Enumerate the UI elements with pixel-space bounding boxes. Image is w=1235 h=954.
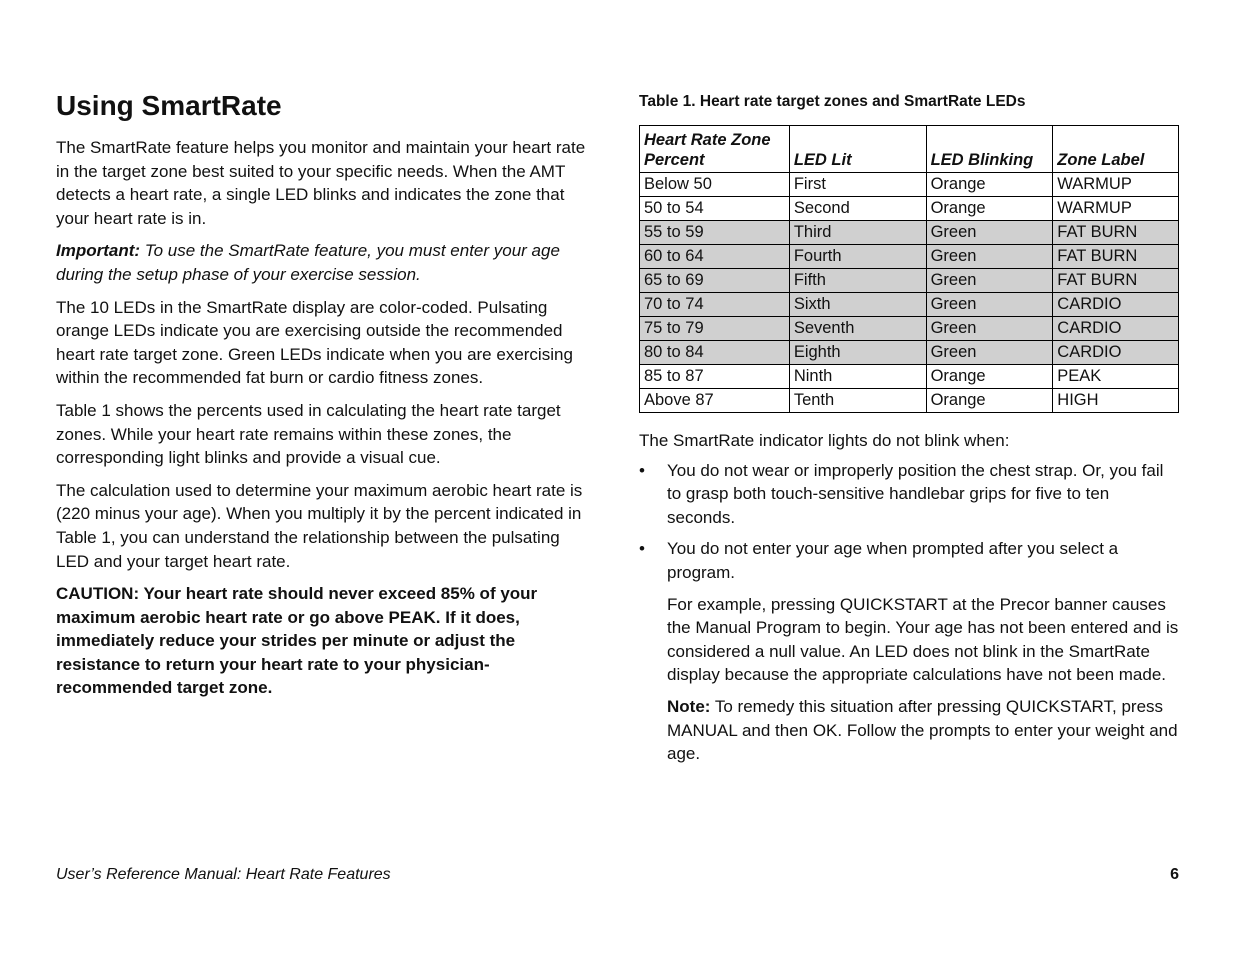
bullet-icon: • <box>639 460 645 480</box>
cell-zone-percent: 70 to 74 <box>640 293 790 317</box>
cell-led-lit: Sixth <box>789 293 926 317</box>
bullet-icon: • <box>639 539 645 559</box>
cell-zone-label: CARDIO <box>1053 341 1179 365</box>
cell-zone-percent: 85 to 87 <box>640 365 790 389</box>
table-row <box>640 293 1179 317</box>
cell-led-blinking: Green <box>926 245 1053 269</box>
cell-zone-label: WARMUP <box>1053 197 1179 221</box>
cell-zone-percent: 60 to 64 <box>640 245 790 269</box>
list-item-text: You do not enter your age when prompted after you select a program. <box>667 539 1119 582</box>
cell-zone-percent: 50 to 54 <box>640 197 790 221</box>
cell-led-blinking: Orange <box>926 173 1053 197</box>
right-column <box>639 92 1179 774</box>
heart-rate-zones-table <box>639 125 1179 413</box>
table-row <box>640 389 1179 413</box>
cell-led-blinking: Green <box>926 341 1053 365</box>
table-body <box>640 173 1179 413</box>
list-item-text: You do not wear or improperly position the chest strap. Or, you fail to grasp both touch-sensitive handlebar grips for five to ten seconds. <box>667 460 1164 527</box>
cell-zone-percent: Below 50 <box>640 173 790 197</box>
cell-zone-percent: 75 to 79 <box>640 317 790 341</box>
cell-led-blinking: Green <box>926 221 1053 245</box>
cell-led-lit: Ninth <box>789 365 926 389</box>
header-led-blinking: LED Blinking <box>926 126 1053 173</box>
table-row <box>640 197 1179 221</box>
cell-zone-label: CARDIO <box>1053 293 1179 317</box>
list-item <box>639 459 1179 530</box>
note-label: Note: <box>667 696 711 716</box>
footer-title: User’s Reference Manual: Heart Rate Features <box>56 866 391 883</box>
header-zone-label: Zone Label <box>1053 126 1179 173</box>
cell-led-lit: First <box>789 173 926 197</box>
header-led-lit: LED Lit <box>789 126 926 173</box>
table-row <box>640 365 1179 389</box>
calculation-paragraph: The calculation used to determine your maximum aerobic heart rate is (220 minus your age). When you multiply it by the percent indicated in Table 1, you can understand the relationship between the pulsating LED and your target heart rate. <box>56 480 583 571</box>
cell-led-blinking: Orange <box>926 197 1053 221</box>
cell-zone-label: HIGH <box>1053 389 1179 413</box>
table-row <box>640 221 1179 245</box>
cell-led-blinking: Green <box>926 317 1053 341</box>
left-column <box>56 88 596 700</box>
cell-zone-label: WARMUP <box>1053 173 1179 197</box>
list-item <box>639 537 1179 584</box>
cell-zone-label: FAT BURN <box>1053 269 1179 293</box>
intro-paragraph: The SmartRate feature helps you monitor and maintain your heart rate in the target zone best suited to your specific needs. When the AMT detects a heart rate, a single LED blinks and indicates the zone that your heart rate is in. <box>56 138 586 228</box>
note-text: To remedy this situation after pressing QUICKSTART, press MANUAL and then OK. Follow the prompts to enter your weight and age. <box>667 696 1178 764</box>
cell-led-blinking: Green <box>926 269 1053 293</box>
table-header-row <box>640 126 1179 173</box>
header-zone-percent: Heart Rate Zone Percent <box>640 126 790 173</box>
table-row <box>640 317 1179 341</box>
table-row <box>640 341 1179 365</box>
cell-zone-label: CARDIO <box>1053 317 1179 341</box>
important-paragraph <box>56 239 596 286</box>
table-caption: Table 1. Heart rate target zones and SmartRate LEDs <box>639 93 1026 110</box>
table-row <box>640 269 1179 293</box>
important-label: Important: <box>56 241 141 261</box>
led-description-paragraph: The 10 LEDs in the SmartRate display are color-coded. Pulsating orange LEDs indicate you are exercising outside the recommended heart rate target zone. Green LEDs indicate when you are exercising within the recommended fat burn or cardio fitness zones. <box>56 297 573 388</box>
cell-zone-label: FAT BURN <box>1053 221 1179 245</box>
no-blink-intro: The SmartRate indicator lights do not blink when: <box>639 431 1010 450</box>
table-row <box>640 173 1179 197</box>
cell-zone-percent: 65 to 69 <box>640 269 790 293</box>
cell-led-blinking: Orange <box>926 365 1053 389</box>
important-text: To use the SmartRate feature, you must enter your age during the setup phase of your exercise session. <box>56 241 560 284</box>
cell-led-lit: Eighth <box>789 341 926 365</box>
cell-led-blinking: Orange <box>926 389 1053 413</box>
cell-zone-percent: 80 to 84 <box>640 341 790 365</box>
cell-led-blinking: Green <box>926 293 1053 317</box>
table-row <box>640 245 1179 269</box>
cell-led-lit: Third <box>789 221 926 245</box>
cell-zone-label: PEAK <box>1053 365 1179 389</box>
no-blink-list <box>639 459 1179 585</box>
page-number: 6 <box>1170 866 1179 883</box>
cell-zone-label: FAT BURN <box>1053 245 1179 269</box>
cell-led-lit: Seventh <box>789 317 926 341</box>
cell-led-lit: Fourth <box>789 245 926 269</box>
example-paragraph: For example, pressing QUICKSTART at the Precor banner causes the Manual Program to begin. Your age has not been entered and is considered a null value. An LED does not blink in the SmartRate display because the appropriate calculations have not been made. <box>667 594 1179 685</box>
cell-zone-percent: Above 87 <box>640 389 790 413</box>
cell-zone-percent: 55 to 59 <box>640 221 790 245</box>
table-reference-paragraph: Table 1 shows the percents used in calculating the heart rate target zones. While your heart rate remains within these zones, the corresponding light blinks and provide a visual cue. <box>56 400 561 468</box>
note-paragraph <box>639 695 1179 766</box>
cell-led-lit: Fifth <box>789 269 926 293</box>
cell-led-lit: Tenth <box>789 389 926 413</box>
cell-led-lit: Second <box>789 197 926 221</box>
page-title: Using SmartRate <box>56 90 282 121</box>
caution-paragraph: CAUTION: Your heart rate should never exceed 85% of your maximum aerobic heart rate or go above PEAK. If it does, immediately reduce your strides per minute or adjust the resistance to return your heart rate to your physician-recommended target zone. <box>56 584 538 698</box>
